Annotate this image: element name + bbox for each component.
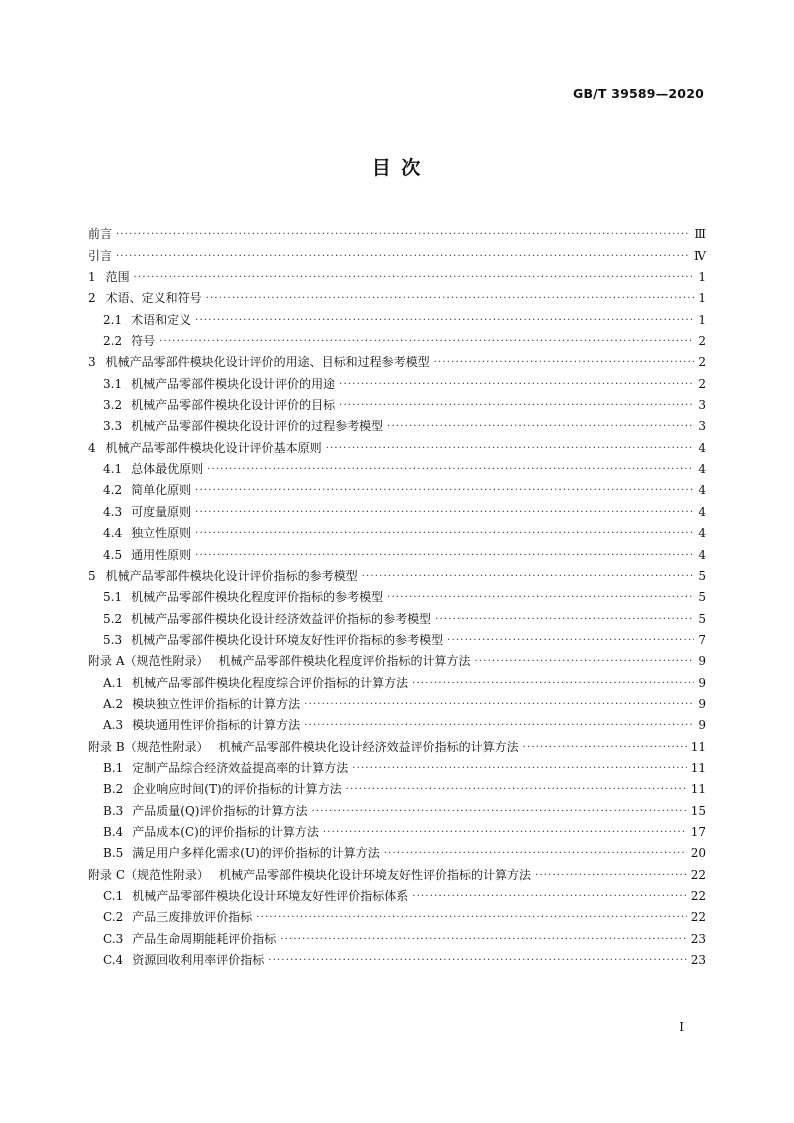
toc-entry-page: 15 (690, 803, 706, 818)
toc-entry-page: 5 (698, 568, 706, 583)
toc-entry[interactable] (88, 860, 706, 881)
toc-entry-label: 范围 (105, 270, 130, 285)
toc-entry[interactable] (88, 604, 706, 625)
toc-dot-leader (435, 614, 694, 626)
toc-entry-label: 术语、定义和符号 (105, 291, 202, 306)
toc-entry-page: 17 (690, 824, 706, 839)
toc-dot-leader (159, 336, 694, 348)
toc-dot-leader (475, 656, 695, 668)
toc-dot-leader (280, 934, 687, 946)
toc-dot-leader (311, 806, 686, 818)
toc-entry-page: 2 (698, 376, 706, 391)
toc-entry[interactable] (88, 626, 706, 647)
toc-entry-page: 11 (690, 760, 706, 775)
toc-entry-number: 2 (88, 291, 96, 306)
toc-entry-number: 5.2 (103, 611, 123, 626)
toc-entry-page: 4 (698, 483, 706, 498)
toc-entry-number: C.3 (103, 931, 124, 946)
toc-dot-leader (412, 678, 694, 690)
toc-entry-label: 机械产品零部件模块化设计评价的目标 (131, 398, 336, 413)
toc-dot-leader (434, 357, 694, 369)
toc-entry-page: 4 (698, 440, 706, 455)
toc-entry[interactable] (88, 433, 706, 454)
toc-dot-leader (535, 870, 687, 882)
toc-entry-label: 机械产品零部件模块化设计环境友好性评价指标体系 (132, 889, 409, 903)
toc-entry-label: 机械产品零部件模块化程度综合评价指标的计算方法 (132, 675, 409, 690)
toc-entry-number: 5 (88, 568, 96, 583)
toc-entry[interactable] (88, 348, 706, 369)
toc-entry-page: 5 (698, 611, 706, 626)
toc-entry[interactable] (88, 540, 706, 561)
toc-dot-leader (523, 742, 687, 754)
toc-entry-number: B.5 (103, 846, 124, 861)
toc-entry-label: 产品生命周期能耗评价指标 (132, 931, 277, 946)
toc-dot-leader (339, 400, 694, 412)
toc-entry-number: C.1 (103, 889, 124, 903)
toc-entry-page: Ⅳ (694, 248, 706, 263)
toc-dot-leader (304, 699, 694, 711)
toc-entry-number: A.1 (103, 675, 124, 690)
toc-entry-label: 机械产品零部件模块化设计评价的用途、目标和过程参考模型 (105, 355, 430, 370)
table-of-contents (88, 220, 706, 967)
toc-entry-page: 22 (690, 910, 706, 925)
toc-entry-label: 模块通用性评价指标的计算方法 (132, 718, 301, 733)
toc-entry-page: 23 (690, 953, 706, 968)
toc-dot-leader (339, 379, 694, 391)
toc-dot-leader (412, 891, 687, 903)
toc-dot-leader (304, 720, 694, 732)
toc-dot-leader (195, 550, 694, 562)
toc-entry[interactable] (88, 391, 706, 412)
toc-entry-number: A.3 (103, 718, 124, 733)
toc-entry-number: 3 (88, 355, 96, 370)
toc-dot-leader (195, 528, 694, 540)
toc-entry-number: 1 (88, 270, 96, 285)
toc-dot-leader (116, 229, 690, 241)
toc-dot-leader (134, 272, 694, 284)
toc-entry[interactable] (88, 284, 706, 305)
toc-entry[interactable] (88, 519, 706, 540)
toc-dot-leader (195, 507, 694, 519)
toc-entry[interactable] (88, 220, 706, 241)
toc-entry[interactable] (88, 839, 706, 860)
toc-entry[interactable] (88, 497, 706, 518)
toc-entry[interactable] (88, 690, 706, 711)
toc-entry[interactable] (88, 647, 706, 668)
toc-entry-number: B.1 (103, 760, 124, 775)
toc-dot-leader (195, 485, 694, 497)
toc-entry[interactable] (88, 775, 706, 796)
toc-entry-number: 4 (88, 440, 96, 455)
toc-entry-number: 2.1 (103, 312, 123, 327)
toc-entry-number: 4.5 (103, 547, 123, 562)
toc-entry-page: 9 (698, 696, 706, 711)
toc-entry[interactable] (88, 946, 706, 967)
toc-entry-page: 22 (690, 867, 706, 882)
toc-entry[interactable] (88, 882, 706, 903)
toc-entry-label: 产品成本(C)的评价指标的计算方法 (132, 824, 319, 839)
toc-entry-page: 9 (698, 675, 706, 690)
toc-entry-number: 3.1 (103, 376, 123, 391)
toc-entry-number: 4.3 (103, 504, 123, 519)
toc-entry-page: 1 (698, 312, 706, 327)
toc-entry[interactable] (88, 924, 706, 945)
toc-dot-leader (256, 912, 687, 924)
toc-entry-number: B.3 (103, 803, 124, 818)
toc-entry-label: 引言 (88, 248, 113, 263)
toc-entry-number: B.4 (103, 824, 124, 839)
toc-entry-label: 术语和定义 (131, 312, 192, 327)
toc-entry[interactable] (88, 796, 706, 817)
toc-entry-label: 机械产品零部件模块化程度评价指标的参考模型 (131, 590, 384, 605)
toc-entry-label: 机械产品零部件模块化设计经济效益评价指标的计算方法 (218, 739, 519, 754)
toc-entry-page: 11 (690, 739, 706, 754)
toc-entry-page: 4 (698, 526, 706, 541)
page-title: 目 次 (371, 157, 423, 179)
toc-entry[interactable] (88, 455, 706, 476)
toc-entry-number: A.2 (103, 696, 124, 711)
toc-entry-label: 通用性原则 (131, 547, 192, 562)
toc-entry-number: 5.3 (103, 632, 123, 647)
toc-entry[interactable] (88, 754, 706, 775)
toc-entry-number: 3.3 (103, 419, 123, 434)
toc-entry-label: 机械产品零部件模块化设计评价的用途 (131, 376, 336, 391)
toc-entry-label: 模块独立性评价指标的计算方法 (132, 696, 301, 711)
toc-entry-label: 简单化原则 (131, 483, 192, 498)
toc-dot-leader (116, 251, 690, 263)
toc-entry[interactable] (88, 732, 706, 753)
toc-entry-label: 独立性原则 (131, 526, 192, 541)
toc-entry[interactable] (88, 305, 706, 326)
toc-entry-number: 附录 A（规范性附录） (88, 654, 209, 669)
toc-entry-page: 2 (698, 355, 706, 370)
toc-entry-page: 1 (698, 291, 706, 306)
toc-entry-number: 4.2 (103, 483, 123, 498)
toc-entry-label: 企业响应时间(T)的评价指标的计算方法 (132, 782, 342, 797)
toc-entry-label: 机械产品零部件模块化设计环境友好性评价指标的计算方法 (219, 867, 532, 882)
toc-entry-page: 4 (698, 462, 706, 477)
toc-entry-page: 9 (698, 654, 706, 669)
toc-entry-number: C.4 (103, 953, 124, 968)
toc-entry-number: 3.2 (103, 398, 123, 413)
toc-entry[interactable] (88, 818, 706, 839)
toc-entry[interactable] (88, 583, 706, 604)
toc-entry-label: 可度量原则 (131, 504, 192, 519)
toc-entry-page: 3 (698, 398, 706, 413)
toc-entry[interactable] (88, 476, 706, 497)
toc-entry-page: Ⅲ (694, 227, 706, 242)
toc-entry-page: 9 (698, 718, 706, 733)
toc-dot-leader (207, 464, 694, 476)
toc-entry-page: 22 (690, 889, 706, 903)
toc-entry-page: 7 (698, 632, 706, 647)
toc-entry-number: 4.1 (103, 462, 123, 477)
toc-entry-page: 4 (698, 504, 706, 519)
toc-entry-label: 满足用户多样化需求(U)的评价指标的计算方法 (132, 846, 380, 861)
toc-entry-label: 机械产品零部件模块化设计评价指标的参考模型 (105, 568, 358, 583)
toc-dot-leader (447, 635, 694, 647)
toc-dot-leader (387, 421, 694, 433)
toc-entry-label: 机械产品零部件模块化设计环境友好性评价指标的参考模型 (131, 632, 444, 647)
toc-entry-label: 产品三废排放评价指标 (132, 910, 253, 925)
toc-dot-leader (195, 315, 694, 327)
toc-entry[interactable] (88, 903, 706, 924)
toc-dot-leader (352, 763, 686, 775)
toc-entry-label: 机械产品零部件模块化设计评价基本原则 (105, 440, 322, 455)
document-code: GB/T 39589—2020 (572, 86, 704, 101)
toc-entry-label: 资源回收利用率评价指标 (132, 953, 265, 968)
toc-entry[interactable] (88, 369, 706, 390)
toc-entry[interactable] (88, 711, 706, 732)
toc-dot-leader (206, 293, 694, 305)
toc-entry-number: 4.4 (103, 526, 123, 541)
toc-dot-leader (362, 571, 694, 583)
toc-entry[interactable] (88, 263, 706, 284)
toc-entry-label: 前言 (88, 227, 113, 242)
toc-entry[interactable] (88, 327, 706, 348)
toc-entry[interactable] (88, 562, 706, 583)
toc-entry[interactable] (88, 668, 706, 689)
toc-entry-label: 产品质量(Q)评价指标的计算方法 (132, 803, 308, 818)
toc-dot-leader (387, 592, 694, 604)
toc-entry-label: 机械产品零部件模块化程度评价指标的计算方法 (218, 654, 471, 669)
toc-entry-number: C.2 (103, 910, 124, 925)
toc-entry-page: 3 (698, 419, 706, 434)
toc-entry-number: 附录 B（规范性附录） (88, 739, 209, 754)
toc-entry-page: 1 (698, 270, 706, 285)
toc-entry-number: B.2 (103, 782, 124, 797)
toc-dot-leader (268, 955, 687, 967)
toc-entry-label: 机械产品零部件模块化设计评价的过程参考模型 (131, 419, 384, 434)
toc-entry-page: 4 (698, 547, 706, 562)
toc-entry-number: 附录 C（规范性附录） (88, 867, 209, 882)
toc-dot-leader (326, 443, 694, 455)
toc-entry-label: 符号 (131, 334, 156, 349)
toc-entry-page: 23 (690, 931, 706, 946)
page-number: Ⅰ (679, 1020, 684, 1034)
toc-entry-page: 2 (698, 334, 706, 349)
toc-entry-label: 机械产品零部件模块化设计经济效益评价指标的参考模型 (131, 611, 432, 626)
toc-entry[interactable] (88, 412, 706, 433)
toc-entry-number: 2.2 (103, 334, 123, 349)
toc-entry-number: 5.1 (103, 590, 123, 605)
toc-entry[interactable] (88, 241, 706, 262)
toc-dot-leader (346, 784, 687, 796)
toc-entry-page: 11 (690, 782, 706, 797)
toc-entry-label: 定制产品综合经济效益提高率的计算方法 (132, 760, 349, 775)
toc-entry-label: 总体最优原则 (131, 462, 204, 477)
toc-entry-page: 20 (690, 846, 706, 861)
toc-dot-leader (323, 827, 687, 839)
toc-dot-leader (384, 848, 687, 860)
toc-entry-page: 5 (698, 590, 706, 605)
